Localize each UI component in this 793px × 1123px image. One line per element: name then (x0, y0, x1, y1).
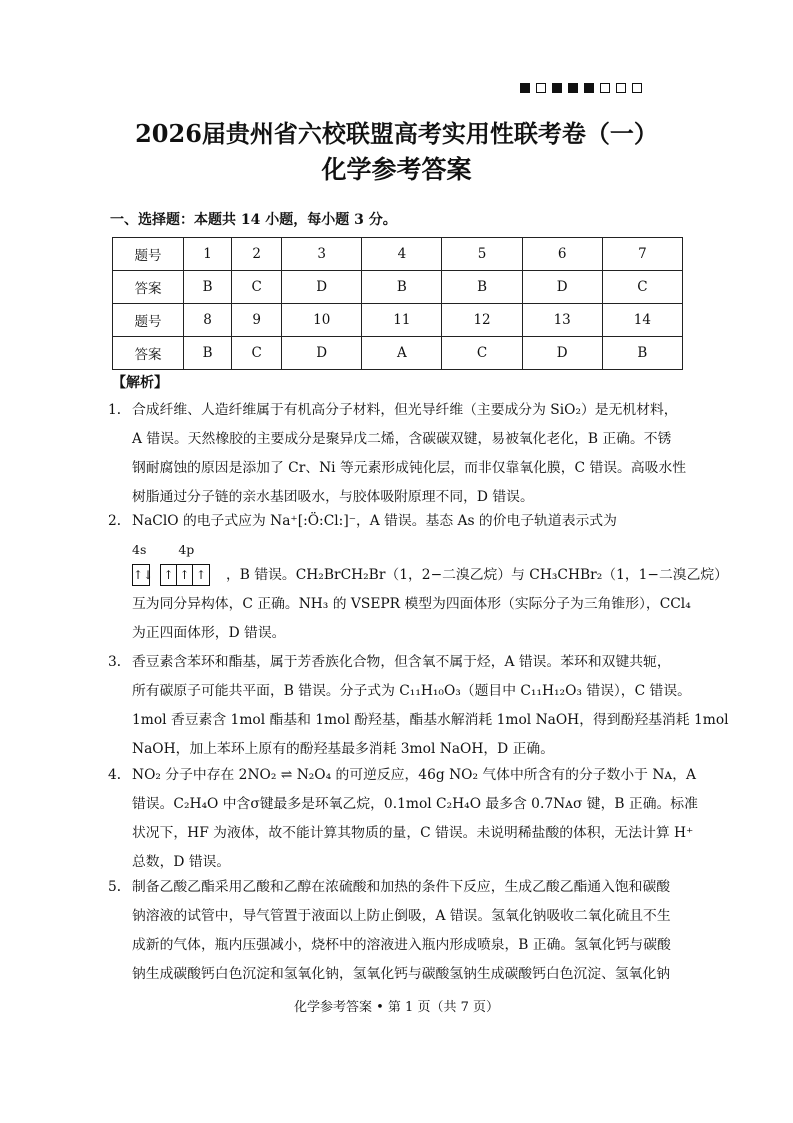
table-cell: B (362, 271, 442, 304)
table-cell: D (282, 337, 362, 370)
item-line: 香豆素含苯环和酯基，属于芳香族化合物，但含氧不属于烃，A 错误。苯环和双键共轭， (132, 654, 671, 670)
item-line: 制备乙酸乙酯采用乙酸和乙醇在浓硫酸和加热的条件下反应，生成乙酸乙酯通入饱和碳酸 (132, 879, 671, 895)
empty-square-icon (536, 83, 546, 93)
item-line: 状况下，HF 为液体，故不能计算其物质的量，C 错误。未说明稀盐酸的体积，无法计算 H⁺ (132, 825, 694, 841)
item-line: NaClO 的电子式应为 Na⁺[:Ö:Cl:]⁻，A 错误。基态 As 的价电子轨道表示式为 (132, 513, 617, 529)
answer-table (112, 237, 683, 370)
table-cell: 2 (232, 238, 282, 271)
orbital-label-4s: 4s (132, 542, 147, 557)
table-cell: A (362, 337, 442, 370)
orbital-cell: ↑ (195, 568, 207, 582)
empty-square-icon (632, 83, 642, 93)
table-cell: C (232, 271, 282, 304)
filled-square-icon (520, 83, 530, 93)
item-line: 钠溶液的试管中，导气管置于液面以上防止倒吸，A 错误。氢氧化钠吸收二氧化硫且不生 (132, 908, 671, 924)
table-cell: B (442, 271, 522, 304)
item-number: 5． (108, 879, 131, 895)
table-cell: 5 (442, 238, 522, 271)
item-line: 互为同分异构体，C 正确。NH₃ 的 VSEPR 模型为四面体形（实际分子为三角锥形），CCl₄ (132, 596, 691, 612)
item-number: 4． (108, 767, 131, 783)
table-cell: 10 (282, 304, 362, 337)
section-heading: 一、选择题：本题共 14 小题，每小题 3 分。 (110, 212, 397, 228)
analysis-item-4 (108, 761, 698, 877)
table-cell: C (232, 337, 282, 370)
analysis-item-5 (108, 873, 687, 989)
table-cell: D (522, 271, 602, 304)
item-line: 1mol 香豆素含 1mol 酯基和 1mol 酚羟基，酯基水解消耗 1mol NaOH，得到酚羟基消耗 1mol (132, 712, 729, 728)
table-cell: 6 (522, 238, 602, 271)
table-cell: C (602, 271, 682, 304)
item-line: 合成纤维、人造纤维属于有机高分子材料，但光导纤维（主要成分为 SiO₂）是无机材料， (132, 402, 678, 418)
filled-square-icon (568, 83, 578, 93)
item-line: NaOH，加上苯环上原有的酚羟基最多消耗 3mol NaOH，D 正确。 (132, 741, 555, 757)
analysis-item-2-cont (226, 561, 728, 590)
table-cell: D (282, 271, 362, 304)
item-number: 2． (108, 513, 131, 529)
table-cell: 4 (362, 238, 442, 271)
page-marks (520, 83, 642, 93)
table-row (113, 304, 683, 337)
orbital-label-4p: 4p (178, 542, 195, 557)
exam-subtitle: 化学参考答案 (321, 155, 472, 184)
item-line: 所有碳原子可能共平面，B 错误。分子式为 C₁₁H₁₀O₃（题目中 C₁₁H₁₂O₃ 错误），C 错误。 (132, 683, 691, 699)
analysis-heading: 【解析】 (112, 375, 168, 391)
item-line: A 错误。天然橡胶的主要成分是聚异戊二烯，含碳碳双键，易被氧化老化，B 正确。不锈 (132, 431, 672, 447)
orbital-cell: ↑↓ (133, 568, 154, 582)
table-row (113, 271, 683, 304)
item-line: 成新的气体，瓶内压强减小，烧杯中的溶液进入瓶内形成喷泉，B 正确。氢氧化钙与碳酸 (132, 937, 671, 953)
item-line: 为正四面体形，D 错误。 (132, 625, 286, 641)
table-cell: 13 (522, 304, 602, 337)
item-number: 1． (108, 402, 131, 418)
table-cell: 14 (602, 304, 682, 337)
item-line: 钢耐腐蚀的原因是添加了 Cr、Ni 等元素形成钝化层，而非仅靠氧化膜，C 错误。高吸水性 (132, 460, 687, 476)
analysis-item-3 (108, 648, 729, 764)
table-cell: 3 (282, 238, 362, 271)
exam-title: 2026届贵州省六校联盟高考实用性联考卷（一） (135, 119, 658, 148)
analysis-item-1 (108, 396, 687, 512)
table-cell: B (602, 337, 682, 370)
orbital-box-4s (132, 564, 154, 586)
row-label: 题号 (113, 304, 184, 337)
table-cell: D (522, 337, 602, 370)
row-label: 题号 (113, 238, 184, 271)
analysis-item-2 (108, 507, 687, 536)
table-cell: 1 (184, 238, 232, 271)
item-line: 钠生成碳酸钙白色沉淀和氢氧化钠，氢氧化钙与碳酸氢钠生成碳酸钙白色沉淀、氢氧化钠 (132, 966, 671, 982)
page-footer: 化学参考答案 • 第 1 页（共 7 页） (293, 1000, 499, 1015)
table-cell: 12 (442, 304, 522, 337)
item-line: 树脂通过分子链的亲水基团吸水，与胶体吸附原理不同，D 错误。 (132, 489, 534, 505)
table-cell: 11 (362, 304, 442, 337)
filled-square-icon (584, 83, 594, 93)
orbital-box-4p (160, 564, 210, 586)
table-row (113, 337, 683, 370)
orbital-cell: ↑ (177, 565, 193, 585)
row-label: 答案 (113, 271, 184, 304)
item-line: NO₂ 分子中存在 2NO₂ ⇌ N₂O₄ 的可逆反应，46g NO₂ 气体中所含有的分子数小于 Nᴀ，A (132, 767, 696, 783)
row-label: 答案 (113, 337, 184, 370)
item-line: ，B 错误。CH₂BrCH₂Br（1，2−二溴乙烷）与 CH₃CHBr₂（1，1−二溴乙烷） (226, 567, 728, 583)
item-number: 3． (108, 654, 131, 670)
table-cell: B (184, 337, 232, 370)
filled-square-icon (552, 83, 562, 93)
empty-square-icon (600, 83, 610, 93)
table-cell: 8 (184, 304, 232, 337)
table-cell: 9 (232, 304, 282, 337)
orbital-labels (132, 542, 194, 557)
table-row (113, 238, 683, 271)
table-cell: C (442, 337, 522, 370)
orbital-cell: ↑ (161, 565, 177, 585)
item-line: 总数，D 错误。 (132, 854, 231, 870)
table-cell: B (184, 271, 232, 304)
analysis-item-2-rest (132, 590, 707, 648)
table-cell: 7 (602, 238, 682, 271)
empty-square-icon (616, 83, 626, 93)
item-line: 错误。C₂H₄O 中含σ键最多是环氧乙烷，0.1mol C₂H₄O 最多含 0.7Nᴀσ 键，B 正确。标准 (132, 796, 698, 812)
